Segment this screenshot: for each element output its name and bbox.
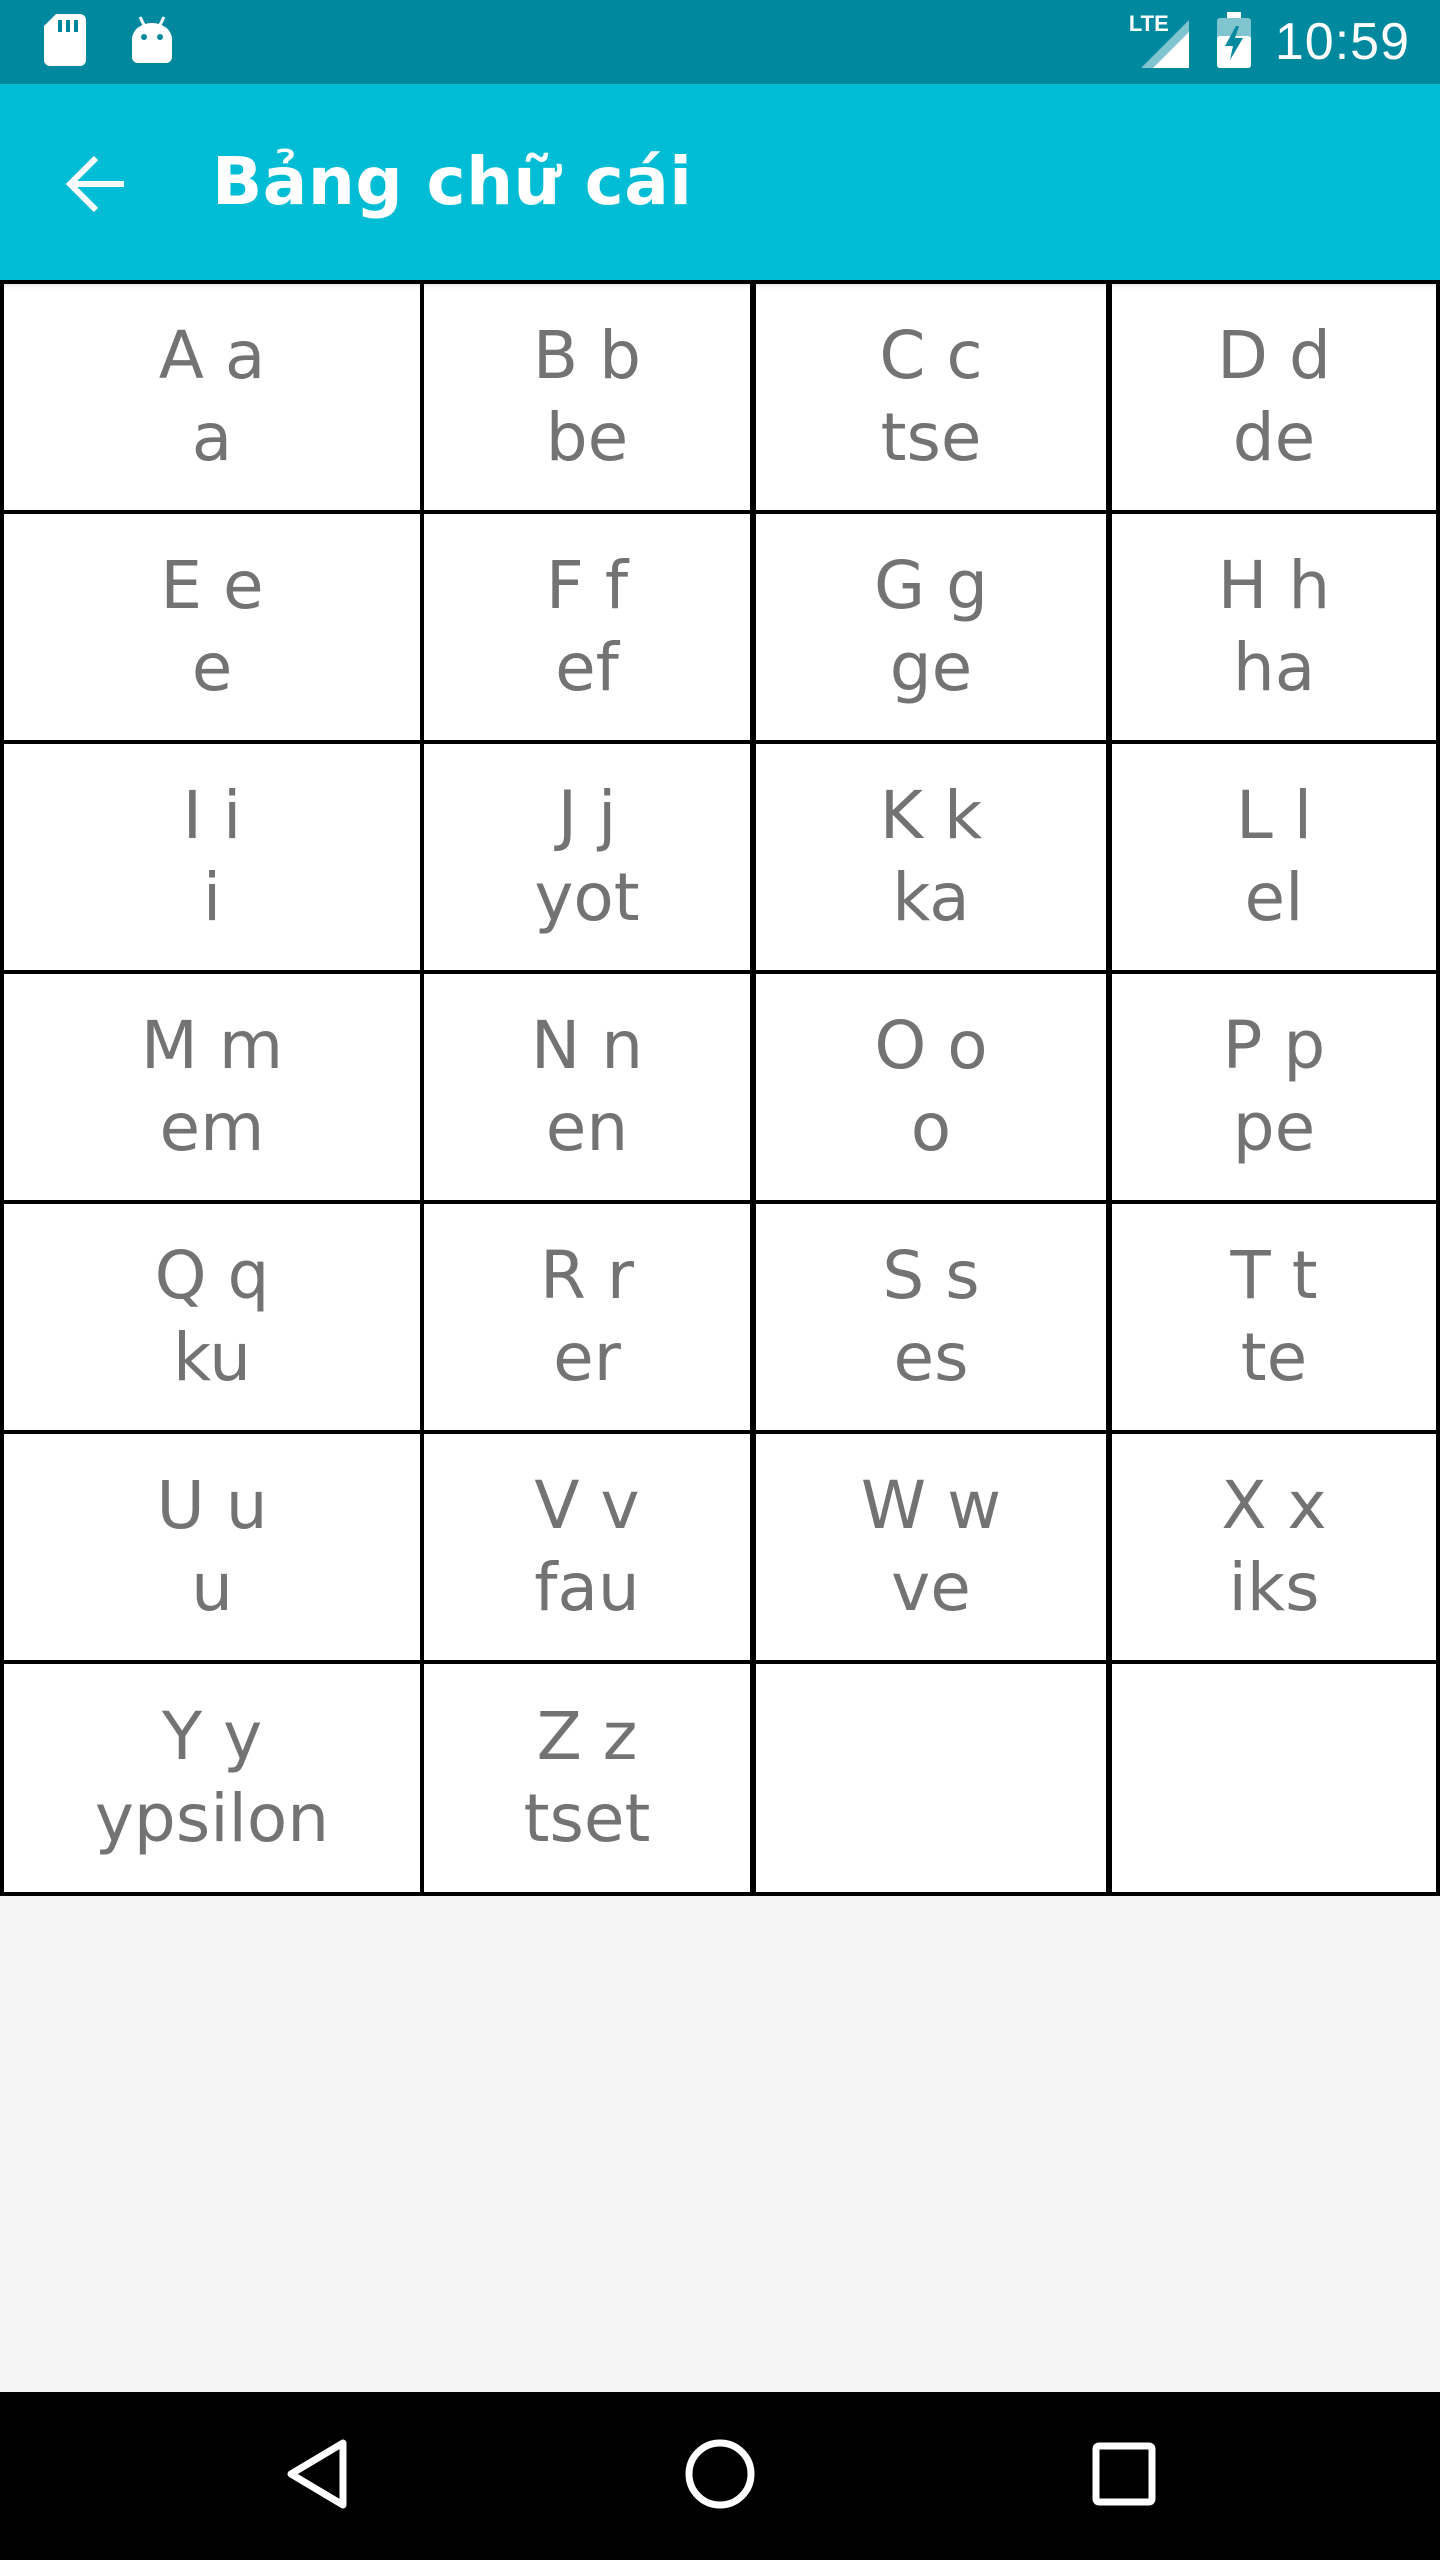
empty-cell [752,1660,1110,1896]
cell-letter: G g [873,547,989,624]
letter-cell-s[interactable] [752,1200,1110,1434]
cell-name: u [191,1549,233,1626]
arrow-back-icon [64,152,128,221]
letter-cell-n[interactable] [420,970,754,1204]
letter-cell-y[interactable] [0,1660,424,1896]
status-bar [0,0,1440,84]
letter-cell-l[interactable] [1108,740,1440,974]
sd-card-icon [44,14,86,71]
empty-cell [1108,1660,1440,1896]
status-left-icons [44,14,174,71]
cell-name: pe [1232,1089,1316,1166]
nav-home-button[interactable] [670,2426,770,2526]
letter-cell-b[interactable] [420,280,754,514]
letter-cell-v[interactable] [420,1430,754,1664]
cell-name: yot [534,859,640,936]
letter-cell-j[interactable] [420,740,754,974]
cell-letter: Y y [161,1698,263,1775]
cell-letter: W w [860,1467,1002,1544]
cell-name: ypsilon [94,1780,330,1857]
back-triangle-icon [283,2437,353,2516]
cell-letter: I i [182,777,242,854]
cell-name: iks [1228,1549,1320,1626]
cell-letter: B b [532,317,642,394]
cell-name: ka [892,859,970,936]
cell-name: ge [889,629,973,706]
cell-name: e [191,629,233,706]
back-button[interactable] [48,138,144,234]
cell-name: tset [523,1780,651,1857]
cell-name: en [545,1089,629,1166]
letter-cell-r[interactable] [420,1200,754,1434]
cell-letter: F f [545,547,629,624]
cell-letter: S s [882,1237,980,1314]
cell-letter: T t [1230,1237,1318,1314]
cell-name: o [910,1089,952,1166]
letter-cell-i[interactable] [0,740,424,974]
letter-cell-c[interactable] [752,280,1110,514]
android-icon [130,15,174,70]
letter-cell-g[interactable] [752,510,1110,744]
content-background [0,1896,1440,2392]
cell-letter: E e [160,547,264,624]
nav-recents-button[interactable] [1074,2426,1174,2526]
cell-name: de [1232,399,1316,476]
cell-letter: Q q [154,1237,270,1314]
cell-letter: H h [1217,547,1331,624]
app-bar [0,84,1440,280]
cell-name: es [893,1319,969,1396]
cell-name: ku [172,1319,252,1396]
cell-letter: Z z [536,1698,638,1775]
cell-name: em [159,1089,265,1166]
cell-name: ha [1232,629,1316,706]
cell-name: te [1240,1319,1308,1396]
cell-letter: X x [1221,1467,1327,1544]
cell-name: el [1244,859,1304,936]
cell-name: i [202,859,222,936]
letter-cell-o[interactable] [752,970,1110,1204]
letter-cell-d[interactable] [1108,280,1440,514]
alphabet-grid [0,280,1440,1896]
home-circle-icon [683,2437,757,2516]
cell-letter: D d [1217,317,1331,394]
cell-letter: M m [140,1007,284,1084]
cell-name: a [191,399,233,476]
cell-letter: N n [530,1007,644,1084]
cell-name: tse [880,399,982,476]
nav-back-button[interactable] [268,2426,368,2526]
letter-cell-a[interactable] [0,280,424,514]
cell-name: ve [891,1549,971,1626]
page-title: Bảng chữ cái [212,143,693,220]
lte-signal-icon [1129,12,1193,72]
status-time: 10:59 [1274,13,1410,71]
cell-letter: L l [1235,777,1313,854]
letter-cell-m[interactable] [0,970,424,1204]
cell-name: be [545,399,629,476]
recents-square-icon [1091,2441,1157,2512]
letter-cell-k[interactable] [752,740,1110,974]
letter-cell-q[interactable] [0,1200,424,1434]
cell-letter: O o [874,1007,988,1084]
cell-letter: V v [534,1467,640,1544]
letter-cell-f[interactable] [420,510,754,744]
cell-letter: A a [158,317,266,394]
cell-letter: U u [156,1467,268,1544]
battery-charging-icon [1217,12,1251,73]
letter-cell-z[interactable] [420,1660,754,1896]
cell-name: fau [534,1549,640,1626]
letter-cell-e[interactable] [0,510,424,744]
cell-letter: R r [540,1237,634,1314]
cell-letter: K k [879,777,983,854]
letter-cell-h[interactable] [1108,510,1440,744]
letter-cell-t[interactable] [1108,1200,1440,1434]
status-right-icons [1129,0,1410,84]
letter-cell-p[interactable] [1108,970,1440,1204]
cell-letter: J j [557,777,617,854]
navigation-bar [0,2392,1440,2560]
letter-cell-x[interactable] [1108,1430,1440,1664]
letter-cell-u[interactable] [0,1430,424,1664]
network-label: LTE [1128,11,1169,36]
letter-cell-w[interactable] [752,1430,1110,1664]
cell-letter: P p [1222,1007,1326,1084]
cell-name: ef [555,629,619,706]
cell-letter: C c [879,317,983,394]
cell-name: er [553,1319,621,1396]
